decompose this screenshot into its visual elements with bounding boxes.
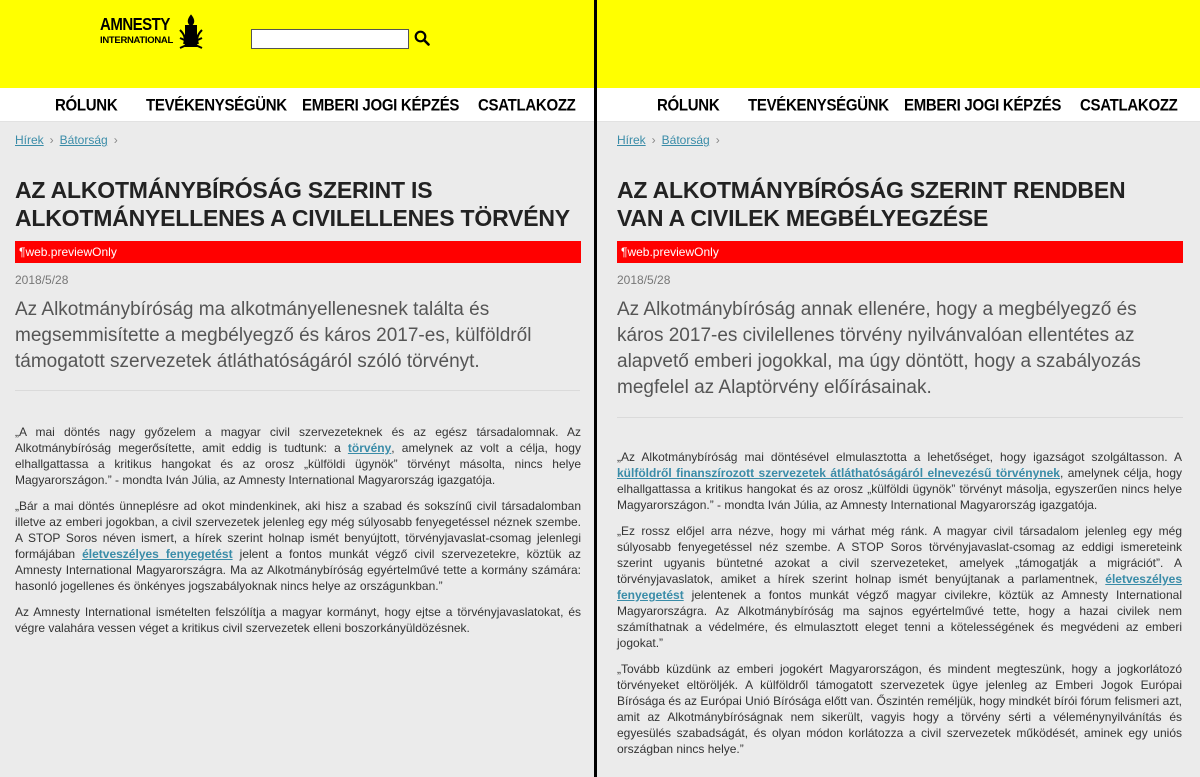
breadcrumb-link-batorsag[interactable]: Bátorság bbox=[661, 133, 710, 147]
breadcrumb bbox=[15, 133, 124, 147]
logo-line1: AMNESTY bbox=[100, 14, 170, 35]
nav-csatlakozz[interactable]: CSATLAKOZZ bbox=[478, 96, 576, 115]
article-lead: Az Alkotmánybíróság annak ellenére, hogy a megbélyegző és káros 2017-es civilellenes törvény nyilvánvalóan ellentétes az alapvető emberi jogokkal, ma úgy döntött, hogy a szabályozás megfelel az Alaptörvény előírásainak. bbox=[617, 299, 1141, 398]
article-date: 2018/5/28 bbox=[617, 273, 671, 287]
nav-tevekenysegunk[interactable]: TEVÉKENYSÉGÜNK bbox=[748, 96, 889, 115]
breadcrumb bbox=[617, 133, 726, 147]
preview-only-bar: ¶web.previewOnly bbox=[15, 241, 581, 263]
article-title: AZ ALKOTMÁNYBÍRÓSÁG SZERINT IS ALKOTMÁNYELLENES A CIVILELLENES TÖRVÉNY bbox=[15, 177, 570, 231]
article-body bbox=[15, 424, 581, 646]
nav-emberi-jogi-kepzes[interactable]: EMBERI JOGI KÉPZÉS bbox=[302, 96, 460, 115]
law-link[interactable]: törvény bbox=[347, 441, 392, 455]
nav-csatlakozz[interactable]: CSATLAKOZZ bbox=[1080, 96, 1178, 115]
left-page-pane bbox=[0, 0, 594, 777]
main-nav bbox=[0, 88, 594, 122]
paragraph-1: „Az Alkotmánybíróság mai döntésével elmulasztotta a lehetőséget, hogy igazságot szolgáltasson. A külföldről finanszírozott szervezetek átláthatóságáról elnevezésű törvénynek, amelynek célja, hogy elhallgattassa a kritikus hangokat és az orosz „külföldi ügynök” törvényt másolja, egyszerűen nincs helye Magyarországon.” - mondta Iván Júlia, az Amnesty International Magyarország igazgatója. bbox=[617, 450, 1182, 512]
article-title: AZ ALKOTMÁNYBÍRÓSÁG SZERINT RENDBEN VAN A CIVILEK MEGBÉLYEGZÉSE bbox=[617, 177, 1126, 231]
nav-tevekenysegunk[interactable]: TEVÉKENYSÉGÜNK bbox=[146, 96, 287, 115]
right-page-pane bbox=[597, 0, 1200, 777]
breadcrumb-link-hirek[interactable]: Hírek bbox=[15, 133, 44, 147]
article-lead: Az Alkotmánybíróság ma alkotmányellenesnek találta és megsemmisítette a megbélyegző és káros 2017-es, külföldről támogatott szervezetek átláthatóságáról szóló törvényt. bbox=[15, 299, 532, 372]
nav-emberi-jogi-kepzes[interactable]: EMBERI JOGI KÉPZÉS bbox=[904, 96, 1062, 115]
breadcrumb-link-hirek[interactable]: Hírek bbox=[617, 133, 646, 147]
chevron-right-icon: › bbox=[49, 133, 54, 147]
amnesty-logo[interactable] bbox=[100, 16, 210, 56]
paragraph-2: „Bár a mai döntés ünneplésre ad okot mindenkinek, aki hisz a szabad és sokszínű civil társadalomban illetve az emberi jogokban, a civil szervezetek jelenleg egy még súlyosabb fenyegetéssel néznek szembe. A STOP Soros néven ismert, a hírek szerint holnap ismét benyújtott, törvényjavaslat-csomag jelenlegi formájában életveszélyes fenyegetést jelent a fontos munkát végző civil szervezetekre, köztük az Amnesty International Magyarországra. Ma az Alkotmánybíróság egyértelművé tette a kormány számára: hasonló jogellenes és önkényes jogszabályoknak nincs helye az országunkban.” bbox=[15, 499, 582, 593]
article-body bbox=[617, 449, 1182, 767]
paragraph-1: „A mai döntés nagy győzelem a magyar civil szervezeteknek és az egész társadalomnak. Az Alkotmánybíróság megerősítette, amit eddig is tudtunk: a törvény, amelynek az volt a célja, hogy elhallgattassa a kritikus hangokat és az orosz „külföldi ügynök” törvényt másolta, nincs helye Magyarországon.” - mondta Iván Júlia, az Amnesty International Magyarország igazgatója. bbox=[15, 425, 581, 487]
divider bbox=[15, 390, 580, 391]
paragraph-3: „Tovább küzdünk az emberi jogokért Magyarországon, és mindent megteszünk, hogy a jogkorlátozó törvényeket eltöröljék. A külföldről támogatott szervezetek ügye jelenleg az Emberi Jogok Európai Bírósága és az Európai Unió Bírósága előtt van. Őszintén reméljük, hogy mindkét bírói fórum felismeri azt, amit az Alkotmánybíróságnak nem sikerült, vagyis hogy a törvény sérti a véleménynyilvánítás és egyesülés szabadságát, és olyan módon korlátozza a civil szervezetek működését, aminek egy uniós országban nincs helye.” bbox=[617, 662, 1182, 756]
nav-rolunk[interactable]: RÓLUNK bbox=[657, 96, 720, 115]
site-header bbox=[597, 0, 1200, 88]
candle-icon bbox=[178, 14, 204, 52]
breadcrumb-link-batorsag[interactable]: Bátorság bbox=[59, 133, 108, 147]
main-nav bbox=[597, 88, 1200, 122]
search-icon bbox=[414, 30, 430, 46]
paragraph-2: „Ez rossz előjel arra nézve, hogy mi várhat még ránk. A magyar civil társadalom jelenleg egy még súlyosabb fenyegetéssel néz szembe. A STOP Soros törvényjavaslat-csomag az eddigi ismereteink szerint ugyanis büntetné azokat a civil szervezeteket, amelyek „támogatják a migrációt”. A törvényjavaslatok, amiket a hírek szerint holnap ismét benyújtanak a parlamentnek, életveszélyes fenyegetést jelentenek a fontos munkát végző magyar civilekre, köztük az Amnesty International Magyarországra. Az Alkotmánybíróság ma sajnos egyértelművé tette, hogy a hazai civilek nem számíthatnak a védelmére, és elmulasztott eleget tenni a kötelességének és megvédeni az emberi jogokat.” bbox=[617, 524, 1182, 650]
chevron-right-icon: › bbox=[715, 133, 720, 147]
chevron-right-icon: › bbox=[651, 133, 656, 147]
search-input[interactable] bbox=[251, 29, 409, 49]
divider bbox=[617, 417, 1183, 418]
site-header bbox=[0, 0, 594, 88]
search-button[interactable] bbox=[413, 30, 431, 48]
law-link[interactable]: külföldről finanszírozott szervezetek átláthatóságáról elnevezésű törvénynek bbox=[617, 466, 1060, 480]
chevron-right-icon: › bbox=[113, 133, 118, 147]
threat-link[interactable]: életveszélyes fenyegetést bbox=[617, 572, 1182, 602]
paragraph-3: Az Amnesty International ismételten felszólítja a magyar kormányt, hogy ejtse a törvényjavaslatokat, és végre valahára vessen véget a kritikus civil szervezetek elleni boszorkányüldözésnek. bbox=[15, 605, 581, 635]
article-date: 2018/5/28 bbox=[15, 273, 69, 287]
logo-line2: INTERNATIONAL bbox=[100, 35, 173, 46]
nav-rolunk[interactable]: RÓLUNK bbox=[55, 96, 118, 115]
preview-only-bar: ¶web.previewOnly bbox=[617, 241, 1183, 263]
threat-link[interactable]: életveszélyes fenyegetést bbox=[82, 547, 233, 561]
